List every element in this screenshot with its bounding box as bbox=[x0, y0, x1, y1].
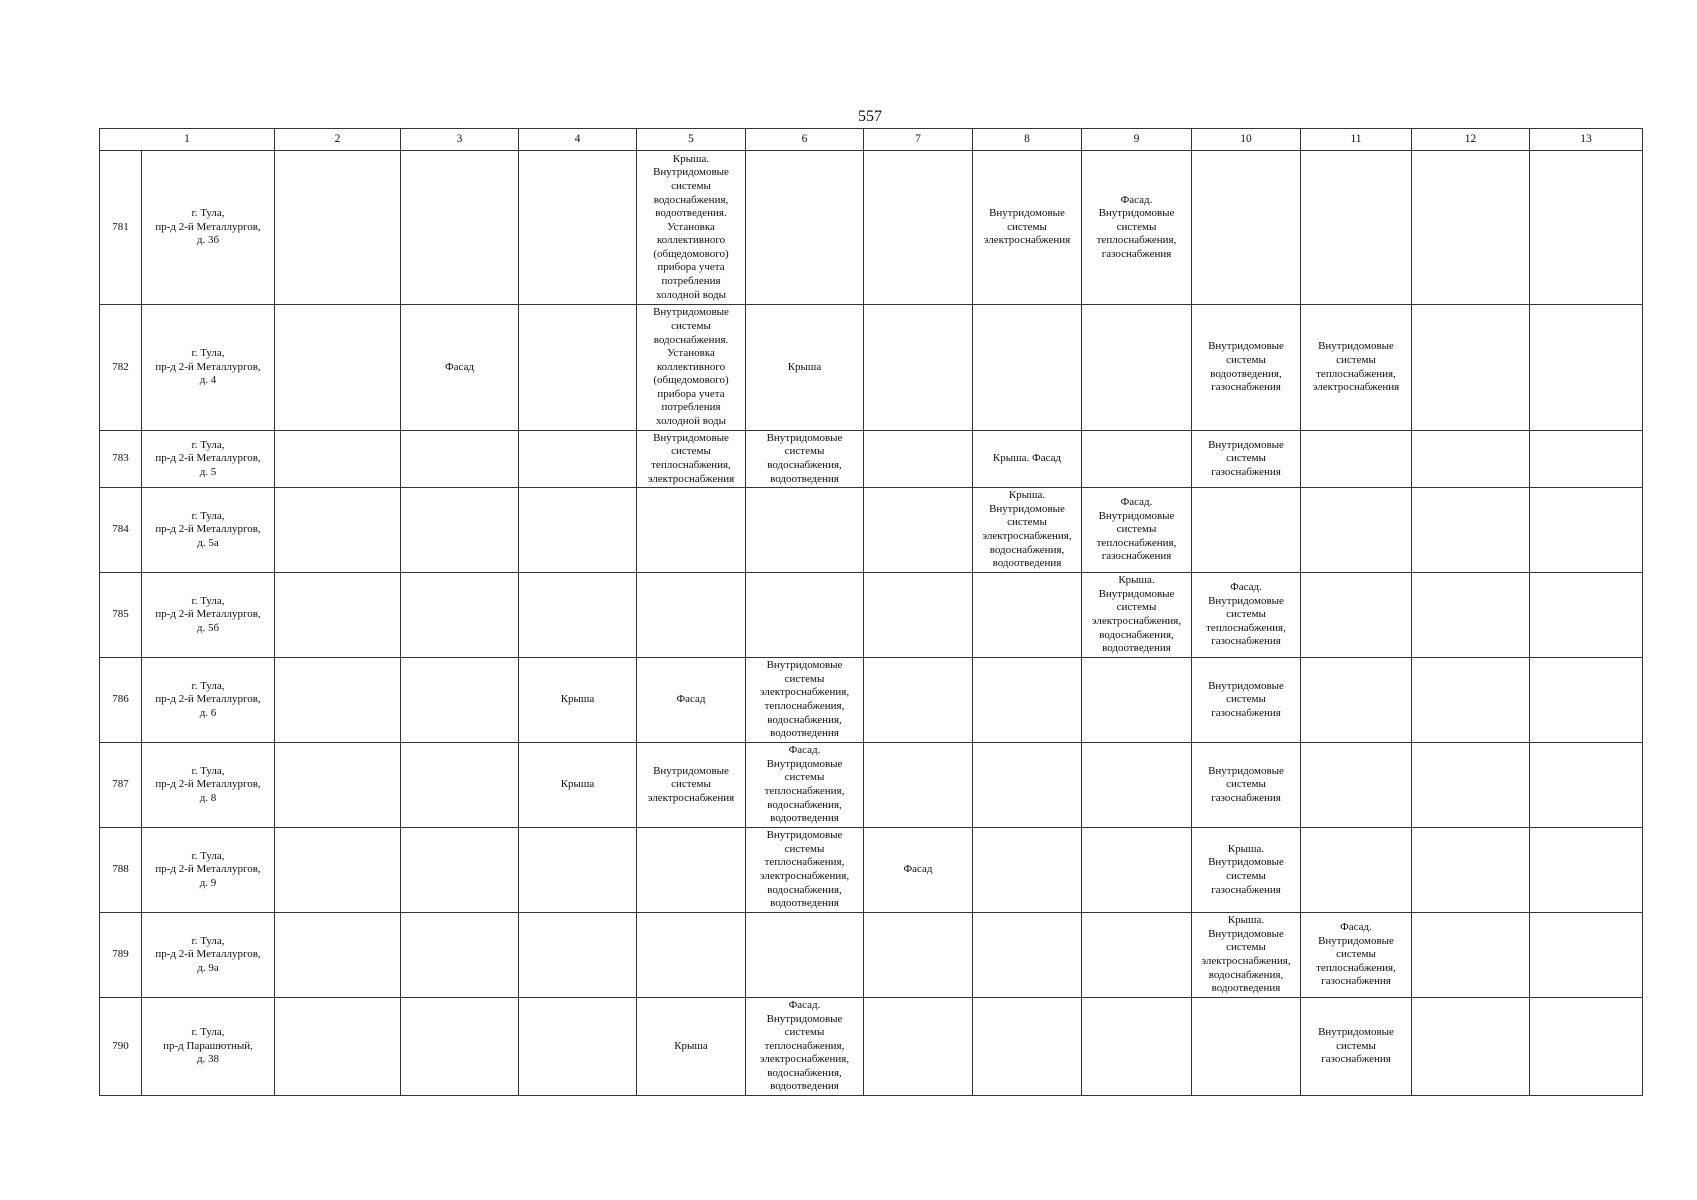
table-cell bbox=[864, 573, 973, 658]
table-cell bbox=[1412, 743, 1530, 828]
table-cell bbox=[275, 743, 401, 828]
address-cell: г. Тула, пр-д 2-й Металлургов, д. 6 bbox=[142, 658, 275, 743]
table-cell bbox=[637, 488, 746, 573]
table-cell bbox=[1301, 828, 1412, 913]
table-cell bbox=[1192, 151, 1301, 305]
table-cell bbox=[519, 488, 637, 573]
table-cell bbox=[1530, 431, 1643, 488]
table-cell: Внутридомовые системы газоснабжения bbox=[1301, 998, 1412, 1096]
table-cell bbox=[637, 913, 746, 998]
table-cell: Фасад. Внутридомовые системы теплоснабжения, газоснабжения bbox=[1192, 573, 1301, 658]
header-cell: 2 bbox=[275, 129, 401, 151]
table-cell: Внутридомовые системы газоснабжения bbox=[1192, 658, 1301, 743]
table-cell bbox=[864, 743, 973, 828]
table-cell bbox=[519, 998, 637, 1096]
table-cell bbox=[1301, 151, 1412, 305]
table-cell bbox=[401, 488, 519, 573]
table-cell bbox=[746, 573, 864, 658]
table-cell bbox=[864, 151, 973, 305]
table-cell bbox=[401, 828, 519, 913]
table-cell bbox=[1530, 828, 1643, 913]
table-cell: Внутридомовые системы газоснабжения bbox=[1192, 743, 1301, 828]
row-number: 789 bbox=[100, 913, 142, 998]
row-number: 785 bbox=[100, 573, 142, 658]
table-cell bbox=[1412, 828, 1530, 913]
address-cell: г. Тула, пр-д 2-й Металлургов, д. 5 bbox=[142, 431, 275, 488]
header-cell: 6 bbox=[746, 129, 864, 151]
table-cell: Внутридомовые системы электроснабжения, теплоснабжения, водоснабжения, водоотведения bbox=[746, 658, 864, 743]
header-cell: 11 bbox=[1301, 129, 1412, 151]
table-cell bbox=[519, 828, 637, 913]
table-cell bbox=[746, 151, 864, 305]
table-cell bbox=[973, 998, 1082, 1096]
table-cell bbox=[1301, 431, 1412, 488]
row-number: 782 bbox=[100, 305, 142, 431]
table-cell bbox=[275, 488, 401, 573]
table-cell bbox=[864, 998, 973, 1096]
table-cell: Внутридомовые системы водоснабжения, водоотведения bbox=[746, 431, 864, 488]
table-cell bbox=[1082, 998, 1192, 1096]
table-cell bbox=[1530, 998, 1643, 1096]
table-cell bbox=[637, 573, 746, 658]
table-cell: Внутридомовые системы электроснабжения bbox=[973, 151, 1082, 305]
table-cell bbox=[275, 658, 401, 743]
table-cell bbox=[401, 573, 519, 658]
table-cell bbox=[746, 488, 864, 573]
table-row bbox=[100, 743, 1643, 828]
table-cell bbox=[864, 431, 973, 488]
table-cell bbox=[401, 998, 519, 1096]
header-cell: 5 bbox=[637, 129, 746, 151]
table-cell bbox=[1530, 573, 1643, 658]
table-cell: Фасад bbox=[637, 658, 746, 743]
row-number: 787 bbox=[100, 743, 142, 828]
table-cell: Фасад. Внутридомовые системы теплоснабжения, газоснабжения bbox=[1082, 151, 1192, 305]
table-cell bbox=[1530, 913, 1643, 998]
table-cell bbox=[973, 828, 1082, 913]
table-cell: Внутридомовые системы электроснабжения bbox=[637, 743, 746, 828]
table-cell bbox=[275, 305, 401, 431]
table-cell bbox=[973, 913, 1082, 998]
table-cell bbox=[519, 573, 637, 658]
table-cell: Крыша. Внутридомовые системы газоснабжения bbox=[1192, 828, 1301, 913]
table-cell bbox=[1412, 431, 1530, 488]
row-number: 788 bbox=[100, 828, 142, 913]
row-number: 786 bbox=[100, 658, 142, 743]
table-cell bbox=[1301, 658, 1412, 743]
table-row bbox=[100, 828, 1643, 913]
row-number: 784 bbox=[100, 488, 142, 573]
header-cell: 8 bbox=[973, 129, 1082, 151]
table-cell: Внутридомовые системы водоотведения, газоснабжения bbox=[1192, 305, 1301, 431]
table-cell bbox=[1530, 743, 1643, 828]
address-cell: г. Тула, пр-д 2-й Металлургов, д. 9 bbox=[142, 828, 275, 913]
table-row bbox=[100, 573, 1643, 658]
table-cell bbox=[1301, 743, 1412, 828]
table-cell bbox=[1082, 431, 1192, 488]
address-cell: г. Тула, пр-д 2-й Металлургов, д. 8 bbox=[142, 743, 275, 828]
table-cell: Внутридомовые системы газоснабжения bbox=[1192, 431, 1301, 488]
table-cell bbox=[1082, 828, 1192, 913]
table-cell: Крыша bbox=[519, 743, 637, 828]
row-number: 781 bbox=[100, 151, 142, 305]
table-row bbox=[100, 305, 1643, 431]
table-cell bbox=[1412, 658, 1530, 743]
table-cell bbox=[637, 828, 746, 913]
table-row bbox=[100, 151, 1643, 305]
table-cell bbox=[519, 431, 637, 488]
table-cell: Фасад. Внутридомовые системы теплоснабжения, водоснабжения, водоотведения bbox=[746, 743, 864, 828]
column-number-header bbox=[100, 129, 1643, 151]
header-cell: 13 bbox=[1530, 129, 1643, 151]
header-cell: 3 bbox=[401, 129, 519, 151]
table-cell bbox=[275, 151, 401, 305]
table-cell bbox=[1082, 305, 1192, 431]
table-cell bbox=[275, 913, 401, 998]
table-cell: Крыша. Внутридомовые системы электроснабжения, водоснабжения, водоотведения bbox=[1192, 913, 1301, 998]
table-cell bbox=[275, 998, 401, 1096]
table-cell: Крыша bbox=[746, 305, 864, 431]
header-cell: 9 bbox=[1082, 129, 1192, 151]
table-cell: Крыша. Фасад bbox=[973, 431, 1082, 488]
table-cell bbox=[1082, 658, 1192, 743]
table-cell bbox=[973, 573, 1082, 658]
table-cell bbox=[1192, 998, 1301, 1096]
table-cell bbox=[1301, 573, 1412, 658]
address-cell: г. Тула, пр-д 2-й Металлургов, д. 5б bbox=[142, 573, 275, 658]
table-cell: Крыша bbox=[637, 998, 746, 1096]
table-cell: Фасад. Внутридомовые системы теплоснабжения, электроснабжения, водоснабжения, водоотведения bbox=[746, 998, 864, 1096]
address-cell: г. Тула, пр-д 2-й Металлургов, д. 9а bbox=[142, 913, 275, 998]
table-cell bbox=[973, 743, 1082, 828]
address-cell: г. Тула, пр-д 2-й Металлургов, д. 5а bbox=[142, 488, 275, 573]
table-cell bbox=[1412, 913, 1530, 998]
header-cell: 4 bbox=[519, 129, 637, 151]
row-number: 783 bbox=[100, 431, 142, 488]
table-cell bbox=[1412, 151, 1530, 305]
table-cell bbox=[401, 743, 519, 828]
table-cell bbox=[864, 488, 973, 573]
header-cell: 1 bbox=[100, 129, 275, 151]
table-cell bbox=[275, 431, 401, 488]
table-cell bbox=[1082, 743, 1192, 828]
table-cell bbox=[1412, 998, 1530, 1096]
page-number: 557 bbox=[858, 108, 882, 125]
table-cell bbox=[1530, 488, 1643, 573]
table-cell: Внутридомовые системы теплоснабжения, электроснабжения, водоснабжения, водоотведения bbox=[746, 828, 864, 913]
table-cell: Фасад bbox=[401, 305, 519, 431]
table-cell bbox=[864, 913, 973, 998]
address-cell: г. Тула, пр-д Парашютный, д. 38 bbox=[142, 998, 275, 1096]
table-row bbox=[100, 431, 1643, 488]
table-cell bbox=[1412, 305, 1530, 431]
header-cell: 12 bbox=[1412, 129, 1530, 151]
table-cell bbox=[1082, 913, 1192, 998]
table-cell bbox=[1530, 658, 1643, 743]
table-cell bbox=[401, 658, 519, 743]
table-row bbox=[100, 488, 1643, 573]
table-cell bbox=[864, 305, 973, 431]
table-cell bbox=[401, 913, 519, 998]
table-cell: Внутридомовые системы теплоснабжения, электроснабжения bbox=[637, 431, 746, 488]
table-cell bbox=[1192, 488, 1301, 573]
table-cell bbox=[519, 913, 637, 998]
table-cell bbox=[864, 658, 973, 743]
table-cell: Крыша. Внутридомовые системы водоснабжения, водоотведения. Установка коллективного (общедомового) прибора учета потребления холодной воды bbox=[637, 151, 746, 305]
table-cell: Фасад. Внутридомовые системы теплоснабжения, газоснабжения bbox=[1082, 488, 1192, 573]
table-cell bbox=[1412, 573, 1530, 658]
table-cell bbox=[275, 573, 401, 658]
header-cell: 10 bbox=[1192, 129, 1301, 151]
address-cell: г. Тула, пр-д 2-й Металлургов, д. 4 bbox=[142, 305, 275, 431]
table-cell bbox=[519, 305, 637, 431]
address-cell: г. Тула, пр-д 2-й Металлургов, д. 3б bbox=[142, 151, 275, 305]
table-cell bbox=[519, 151, 637, 305]
table-cell bbox=[275, 828, 401, 913]
table-cell: Крыша. Внутридомовые системы электроснабжения, водоснабжения, водоотведения bbox=[1082, 573, 1192, 658]
table-cell bbox=[1530, 151, 1643, 305]
table-cell: Внутридомовые системы теплоснабжения, электроснабжения bbox=[1301, 305, 1412, 431]
table-cell bbox=[1301, 488, 1412, 573]
row-number: 790 bbox=[100, 998, 142, 1096]
table-cell: Крыша bbox=[519, 658, 637, 743]
repair-schedule-table bbox=[99, 128, 1643, 1096]
table-row bbox=[100, 913, 1643, 998]
table-row bbox=[100, 658, 1643, 743]
table-cell bbox=[973, 658, 1082, 743]
table-cell bbox=[1412, 488, 1530, 573]
table-cell: Фасад. Внутридомовые системы теплоснабжения, газоснабжения bbox=[1301, 913, 1412, 998]
table-cell bbox=[973, 305, 1082, 431]
table-row bbox=[100, 998, 1643, 1096]
table-cell: Фасад bbox=[864, 828, 973, 913]
header-cell: 7 bbox=[864, 129, 973, 151]
table-cell bbox=[401, 431, 519, 488]
table-cell bbox=[401, 151, 519, 305]
table-cell: Внутридомовые системы водоснабжения. Установка коллективного (общедомового) прибора учета потребления холодной воды bbox=[637, 305, 746, 431]
table-cell bbox=[1530, 305, 1643, 431]
table-cell: Крыша. Внутридомовые системы электроснабжения, водоснабжения, водоотведения bbox=[973, 488, 1082, 573]
table-cell bbox=[746, 913, 864, 998]
